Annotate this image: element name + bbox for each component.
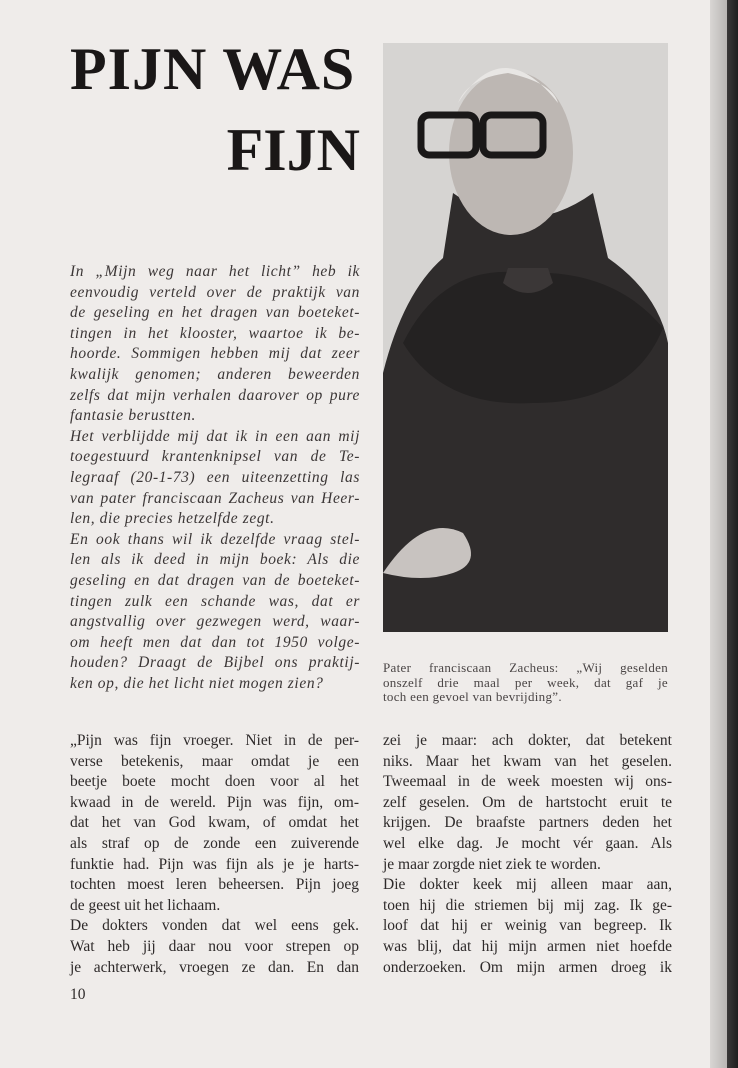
text-line: de geest uit het lichaam. bbox=[70, 896, 221, 914]
text-line: verse betekenis, maar omdat je een bbox=[70, 752, 359, 770]
text-line: wel elke dag. Je mocht vér gaan. Als bbox=[383, 834, 672, 852]
text-line: Die dokter keek mij alleen maar aan, bbox=[383, 876, 672, 894]
text-line: de geseling en het dragen van boeteket- bbox=[70, 304, 360, 322]
text-line: als straf op de zonde een zuiverende bbox=[70, 834, 359, 852]
text-line: loof dat hij er weinig van begreep. Ik bbox=[383, 917, 672, 935]
text-line: onszelf drie maal per week, dat gaf je bbox=[383, 674, 668, 690]
text-line: toch een gevoel van bevrijding”. bbox=[383, 689, 562, 704]
photo-friar-zacheus bbox=[383, 43, 668, 632]
text-line: zelfs dat mijn verhalen daarover op pure bbox=[70, 386, 360, 404]
text-line: En ook thans wil ik dezelfde vraag stel- bbox=[70, 530, 360, 548]
text-line: hoorde. Sommigen hebben mij dat zeer bbox=[70, 345, 360, 363]
text-line: krijgen. De braafste partners deden het bbox=[383, 814, 672, 832]
page-number: 10 bbox=[70, 986, 86, 1003]
text-line: tochten moest leren beheersen. Pijn joeg bbox=[70, 876, 359, 894]
text-line: van pater franciscaan Zacheus van Heer- bbox=[70, 489, 360, 507]
body-column-left bbox=[70, 731, 359, 978]
text-line: beetje boete mocht doen voor al het bbox=[70, 773, 359, 791]
page-edge bbox=[710, 0, 738, 1068]
text-line: Wat heb jij daar nou voor strepen op bbox=[70, 937, 359, 955]
text-line: om heeft men dat dan tot 1950 volge- bbox=[70, 633, 360, 651]
text-line: len als ik deed in mijn boek: Als die bbox=[70, 551, 360, 569]
photo-caption bbox=[383, 661, 668, 705]
headline-line-1: PIJN WAS bbox=[70, 36, 356, 102]
text-line: funktie had. Pijn was fijn als je je harts- bbox=[70, 855, 359, 873]
text-line: dat het van God kwam, of omdat het bbox=[70, 814, 359, 832]
text-line: angstvallig over gezwegen werd, waar- bbox=[70, 613, 360, 631]
headline-line-2: FIJN bbox=[226, 117, 360, 183]
text-line: was blij, dat hij mijn armen niet hoefde bbox=[383, 937, 672, 955]
text-line: tingen in het klooster, waartoe ik be- bbox=[70, 324, 360, 342]
intro-paragraph bbox=[70, 262, 360, 694]
text-line: toegestuurd krantenknipsel van de Te- bbox=[70, 448, 360, 466]
text-line: zei je maar: ach dokter, dat betekent bbox=[383, 732, 672, 749]
text-line: geseling en dat dragen van de boeteket- bbox=[70, 571, 360, 589]
text-line: In „Mijn weg naar het licht” heb ik bbox=[70, 263, 360, 280]
text-line: toen hij die striemen bij mij zag. Ik ge- bbox=[383, 896, 672, 914]
text-line: je achterwerk, vroegen ze dan. En dan bbox=[70, 958, 359, 976]
text-line: niks. Maar het kwam van het geselen. bbox=[383, 752, 672, 770]
text-line: legraaf (20-1-73) een uiteenzetting las bbox=[70, 468, 360, 486]
text-line: tingen zulk een schande was, dat er bbox=[70, 592, 360, 610]
text-line: De dokters vonden dat wel eens gek. bbox=[70, 917, 359, 935]
text-line: onderzoeken. Om mijn armen droeg ik bbox=[383, 958, 672, 976]
text-line: fantasie berustten. bbox=[70, 407, 196, 425]
body-column-right bbox=[383, 731, 672, 978]
text-line: „Pijn was fijn vroeger. Niet in de per- bbox=[70, 732, 359, 749]
text-line: eenvoudig verteld over de praktijk van bbox=[70, 283, 360, 301]
text-line: zelf geselen. Om de hartstocht eruit te bbox=[383, 793, 672, 811]
friar-portrait-illustration bbox=[383, 43, 668, 632]
text-line: Pater franciscaan Zacheus: „Wij geselden bbox=[383, 660, 668, 675]
text-line: kwalijk genomen; anderen beweerden bbox=[70, 365, 360, 383]
text-line: Tweemaal in de week moesten wij ons- bbox=[383, 773, 672, 791]
text-line: Het verblijdde mij dat ik in een aan mij bbox=[70, 427, 360, 445]
text-line: len, die precies hetzelfde zegt. bbox=[70, 510, 275, 528]
text-line: ken op, die het licht niet mogen zien? bbox=[70, 674, 324, 692]
text-line: houden? Draagt de Bijbel ons praktij- bbox=[70, 654, 360, 672]
text-line: je maar zorgde niet ziek te worden. bbox=[383, 855, 601, 873]
text-line: kwaad in de wereld. Pijn was fijn, om- bbox=[70, 793, 359, 811]
